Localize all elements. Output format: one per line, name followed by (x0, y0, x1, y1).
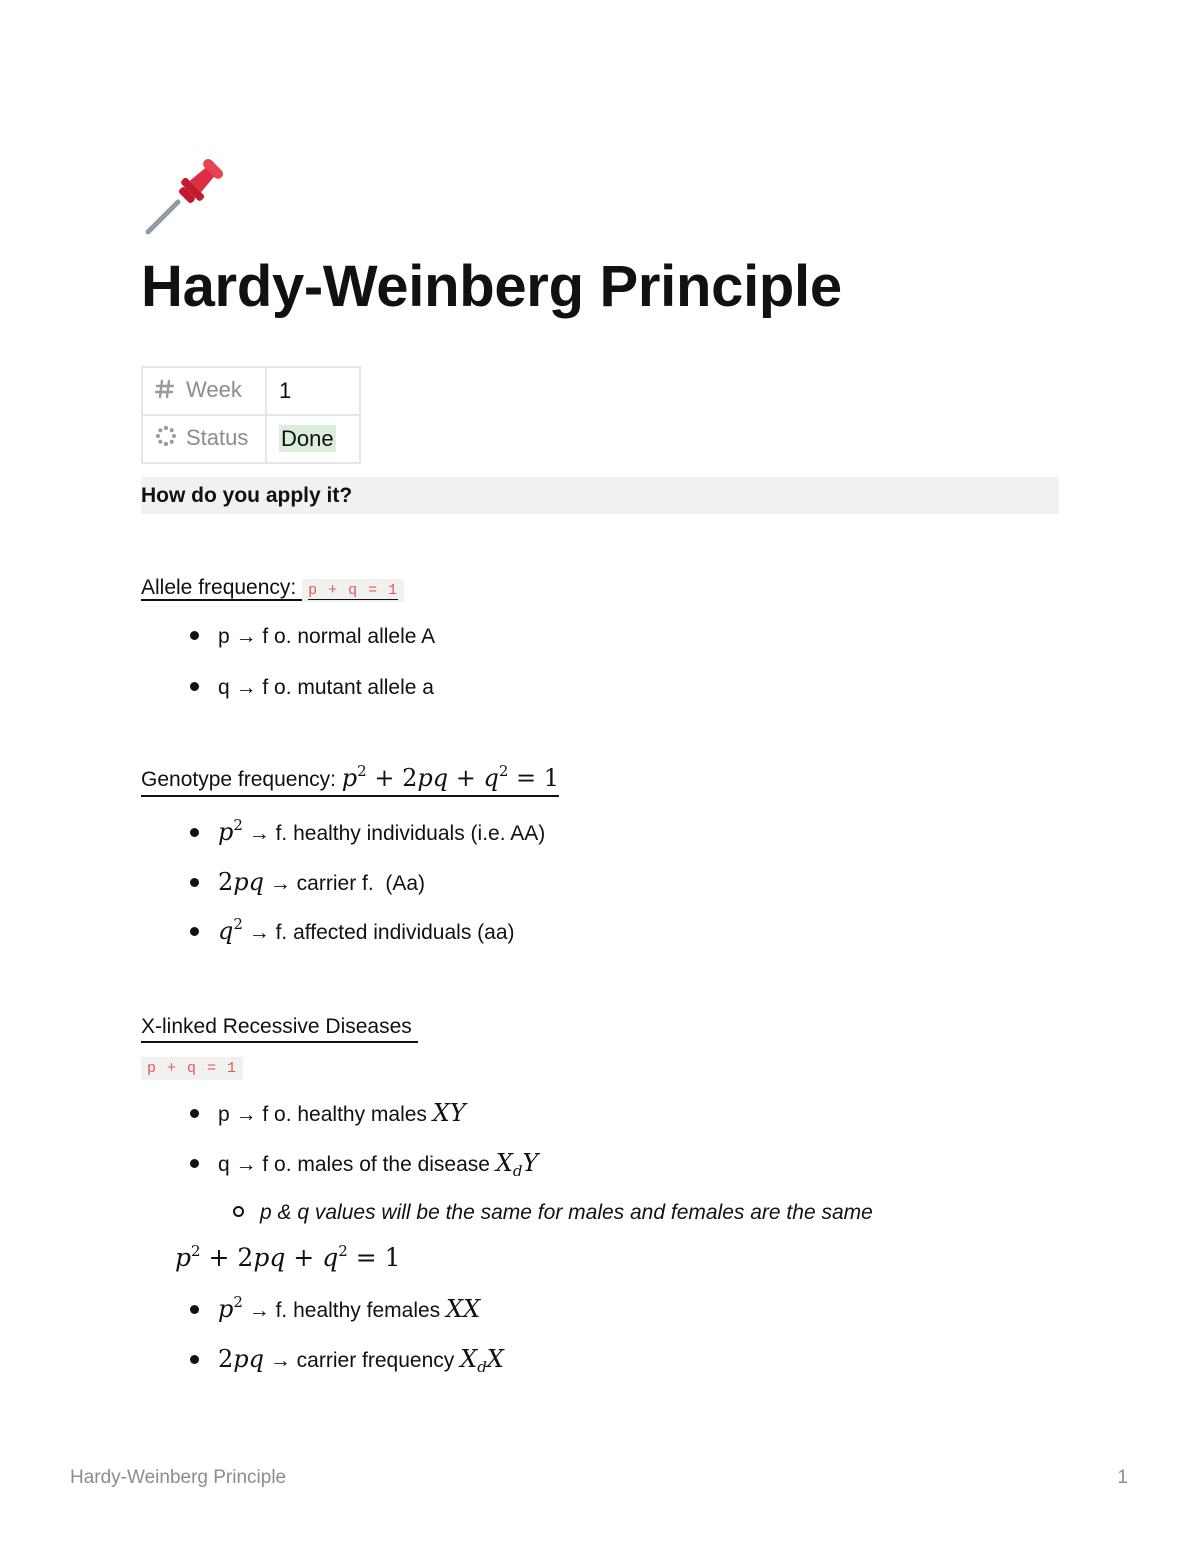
math-expression: XY (432, 1099, 466, 1127)
list-item: p → f o. healthy males XY (190, 1099, 466, 1127)
property-label: Week (186, 377, 242, 403)
list-item: q → f o. males of the disease $X_dY$ (190, 1149, 538, 1177)
math-expression: XX (446, 1295, 481, 1323)
footer-page-number: 1 (1117, 1467, 1128, 1488)
property-value-week[interactable]: 1 (266, 367, 360, 415)
properties-table (141, 366, 361, 464)
list-item: p → f o. normal allele A (190, 625, 435, 649)
genotype-heading: Genotype frequency: $p^2 + 2pq + q^2 = 1$ (141, 764, 559, 797)
math-expression: $X_dX$ (460, 1345, 504, 1376)
math-expression: $p^2$ (218, 816, 243, 846)
bullet-icon (190, 1159, 199, 1168)
list-item: $p^2 \to f$. healthy females XX (190, 1295, 480, 1323)
math-expression: $q^2$ (218, 915, 243, 945)
bullet-icon (190, 878, 199, 887)
bullet-icon (190, 828, 199, 837)
pushpin-icon (142, 150, 232, 240)
math-formula: $p^2 + 2pq + q^2 = 1$ (341, 762, 560, 792)
hollow-bullet-icon (233, 1206, 244, 1217)
footer-title: Hardy-Weinberg Principle (70, 1467, 287, 1488)
math-expression: $p^2$ (218, 1293, 243, 1323)
hash-icon (155, 379, 177, 405)
property-row-week[interactable] (142, 367, 360, 415)
status-badge[interactable]: Done (281, 426, 334, 451)
math-formula: $p^2 + 2pq + q^2 = 1$ (175, 1242, 401, 1272)
bullet-icon (190, 631, 199, 640)
xlinked-heading: X-linked Recessive Diseases (141, 1015, 418, 1043)
callout-text: How do you apply it? (141, 484, 353, 507)
list-item: $p^2 \to f$. healthy individuals (i.e. AA) (190, 818, 545, 846)
code-block (141, 1057, 243, 1080)
bullet-icon (190, 927, 199, 936)
math-expression: 2pq (218, 1345, 265, 1373)
math-expression: $X_dY$ (495, 1149, 539, 1180)
sub-list-item: p & q values will be the same for males and females are the same (233, 1201, 873, 1225)
callout-block (141, 477, 1059, 514)
bullet-icon (190, 1355, 199, 1364)
allele-heading: Allele frequency: p + q = 1 (141, 576, 404, 602)
property-row-status[interactable] (142, 415, 360, 463)
list-item: 2pq → carrier frequency $X_dX$ (190, 1345, 504, 1373)
math-expression: 2pq (218, 868, 265, 896)
page-title: Hardy-Weinberg Principle (141, 254, 842, 319)
inline-code: p + q = 1 (302, 579, 404, 602)
list-item: q → f o. mutant allele a (190, 676, 434, 700)
inline-code: p + q = 1 (141, 1057, 243, 1080)
bullet-icon (190, 682, 199, 691)
bullet-icon (190, 1109, 199, 1118)
list-item: 2pq → carrier f. (Aa) (190, 868, 425, 896)
formula-block (175, 1243, 401, 1272)
bullet-icon (190, 1305, 199, 1314)
list-item: $q^2 \to f$. affected individuals (aa) (190, 917, 515, 945)
status-spinner-icon (155, 425, 177, 453)
property-label: Status (186, 424, 249, 450)
